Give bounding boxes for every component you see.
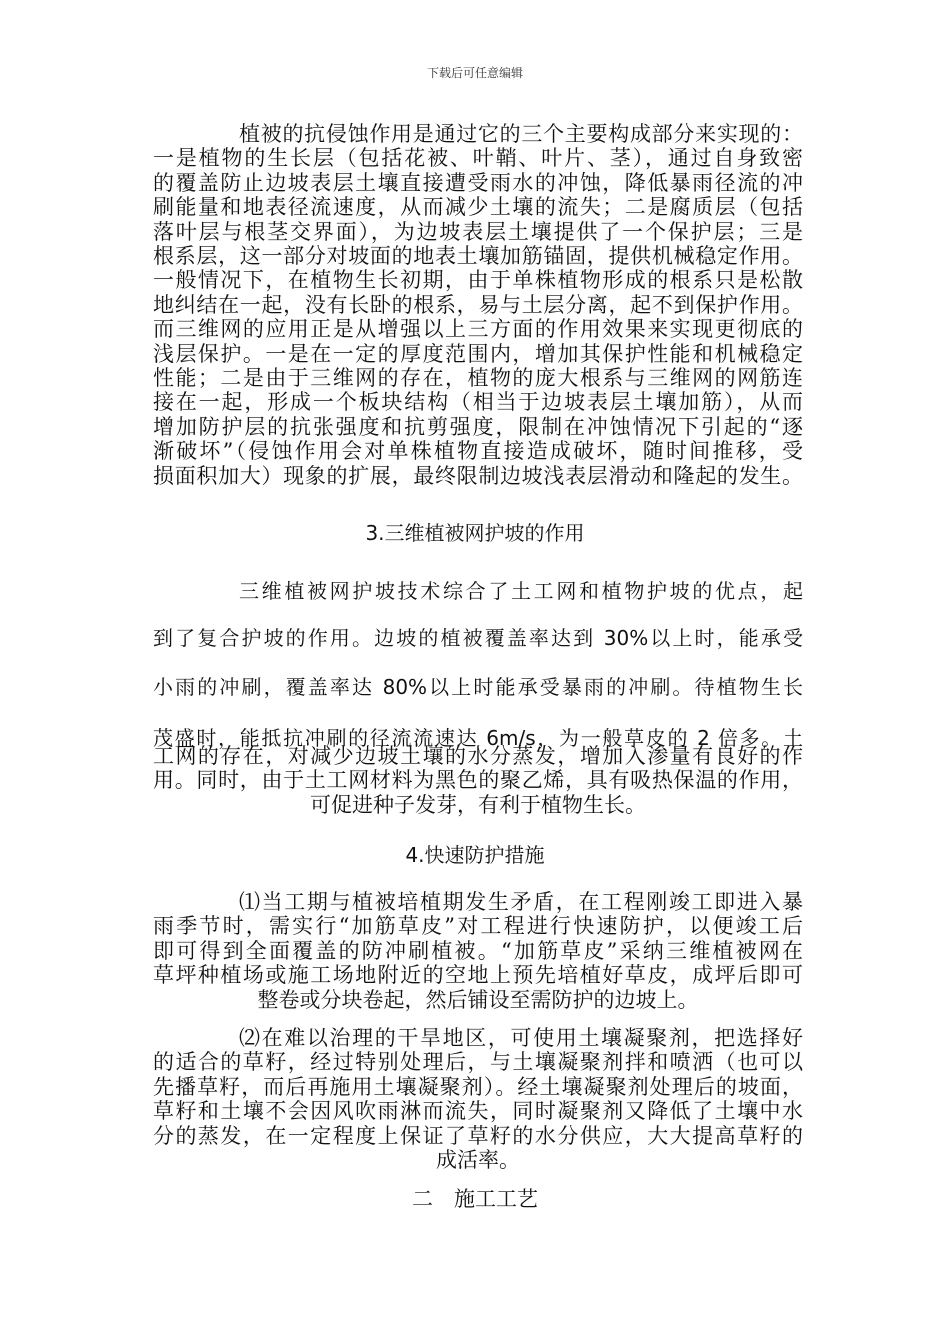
text-line: 草籽和土壤不会因风吹雨淋而流失，同时凝聚剂又降低了土壤中水 xyxy=(153,1099,803,1124)
text-line: ⑵在难以治理的干旱地区，可使用土壤凝聚剂，把选择好 xyxy=(239,1026,803,1050)
section-heading-4: 4.快速防护措施 xyxy=(405,843,545,867)
text-line: 小雨的冲刷，覆盖率达 80%以上时能承受暴雨的冲刷。待植物生长 xyxy=(153,675,803,699)
text-line: 可促进种子发芽，有利于植物生长。 xyxy=(310,792,646,817)
text-line: 分的蒸发，在一定程度上保证了草籽的水分供应，大大提高草籽的 xyxy=(153,1123,803,1148)
text-line: 的覆盖防止边坡表层土壤直接遭受雨水的冲蚀，降低暴雨径流的冲 xyxy=(153,170,803,195)
text-line: 茂盛时，能抵抗冲刷的径流流速达 6m/s，为一般草皮的 2 倍多。土 xyxy=(153,726,803,750)
text-line: 用。同时，由于土工网材料为黑色的聚乙烯，具有吸热保温的作用， xyxy=(153,768,803,793)
text-line: 整卷或分块卷起，然后铺设至需防护的边坡上。 xyxy=(257,987,699,1012)
text-line: 刷能量和地表径流速度，从而减少土壤的流失；二是腐质层（包括 xyxy=(153,195,803,220)
paragraph-reinforced-turf xyxy=(153,890,803,1012)
paragraph-vegetation-erosion xyxy=(153,122,803,488)
text-line: 增加防护层的抗张强度和抗剪强度，限制在冲蚀情况下引起的“逐 xyxy=(153,414,803,439)
text-line: 的适合的草籽，经过特别处理后，与土壤凝聚剂拌和喷洒（也可以 xyxy=(153,1050,803,1075)
text-line: ⑴当工期与植被培植期发生矛盾，在工程刚竣工即进入暴 xyxy=(239,890,803,914)
text-line: 性能；二是由于三维网的存在，植物的庞大根系与三维网的网筋连 xyxy=(153,366,803,391)
text-line: 落叶层与根茎交界面），为边坡表层土壤提供了一个保护层；三是 xyxy=(153,219,803,244)
text-line: 先播草籽，而后再施用土壤凝聚剂）。经土壤凝聚剂处理后的坡面， xyxy=(153,1074,803,1099)
text-line: 接在一起，形成一个板块结构（相当于边坡表层土壤加筋），从而 xyxy=(153,390,803,415)
text-line: 草坪种植场或施工场地附近的空地上预先培植好草皮，成坪后即可 xyxy=(153,963,803,988)
text-line: 三维植被网护坡技术综合了土工网和植物护坡的优点，起 xyxy=(239,579,803,603)
section-heading-3: 3.三维植被网护坡的作用 xyxy=(365,521,585,545)
text-line: 工网的存在，对减少边坡土壤的水分蒸发，增加入渗量有良好的作 xyxy=(153,744,803,768)
text-line: 雨季节时，需实行“加筋草皮”对工程进行快速防护，以便竣工后 xyxy=(153,914,803,939)
text-line: 损面积加大）现象的扩展，最终限制边坡浅表层滑动和隆起的发生。 xyxy=(153,463,803,488)
paragraph-3d-net-function xyxy=(153,568,803,763)
paragraph-3d-net-function-tail xyxy=(153,744,803,817)
page-header: 下载后可任意编辑 xyxy=(426,66,523,80)
text-line: 根系层，这一部分对坡面的地表土壤加筋锚固，提供机械稳定作用。 xyxy=(153,244,803,269)
text-line: 到了复合护坡的作用。边坡的植被覆盖率达到 30%以上时，能承受 xyxy=(153,626,803,650)
paragraph-soil-coagulant xyxy=(153,1026,803,1172)
text-line: 地纠结在一起，没有长卧的根系，易与土层分离，起不到保护作用。 xyxy=(153,292,803,317)
text-line: 植被的抗侵蚀作用是通过它的三个主要构成部分来实现的： xyxy=(239,122,803,146)
text-line: 成活率。 xyxy=(436,1148,520,1173)
text-line: 即可得到全面覆盖的防冲刷植被。“加筋草皮”采纳三维植被网在 xyxy=(153,938,803,963)
text-line: 浅层保护。一是在一定的厚度范围内，增加其保护性能和机械稳定 xyxy=(153,341,803,366)
text-line: 一是植物的生长层（包括花被、叶鞘、叶片、茎），通过自身致密 xyxy=(153,146,803,171)
text-line: 而三维网的应用正是从增强以上三方面的作用效果来实现更彻底的 xyxy=(153,317,803,342)
text-line: 渐破坏”（侵蚀作用会对单株植物直接造成破坏，随时间推移，受 xyxy=(153,439,803,464)
text-line: 一般情况下，在植物生长初期，由于单株植物形成的根系只是松散 xyxy=(153,268,803,293)
chapter-heading-construction: 二 施工工艺 xyxy=(412,1187,538,1211)
